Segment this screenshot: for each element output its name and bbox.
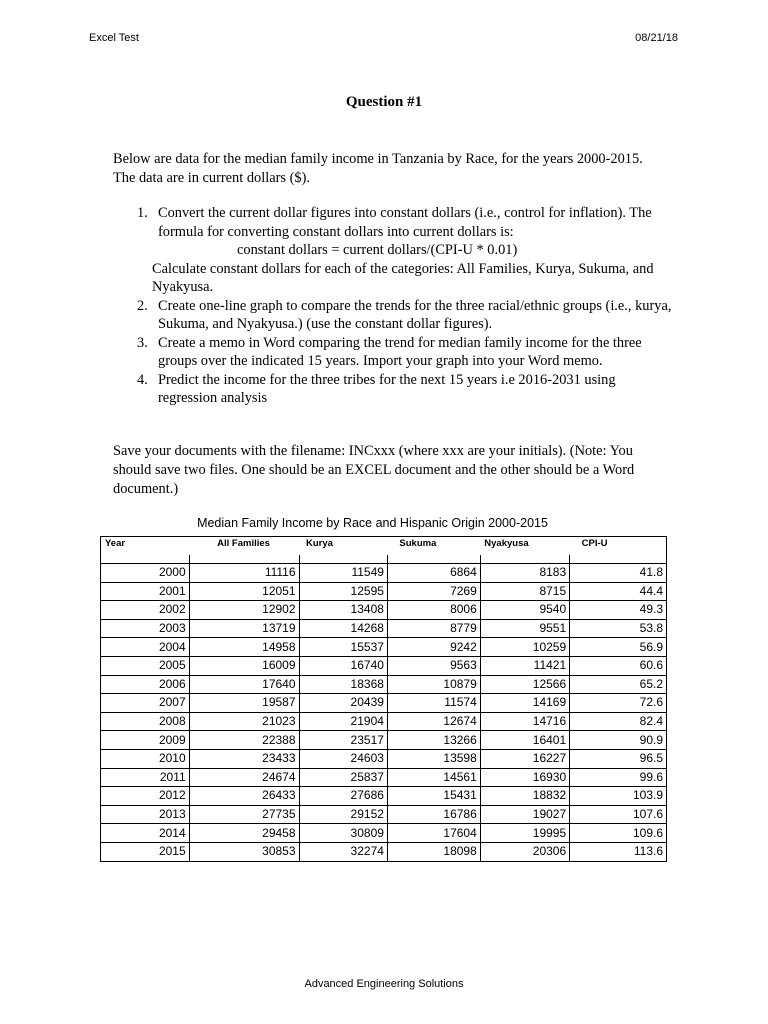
cell-all-families: 11116 xyxy=(189,564,299,583)
cell-cpi-u: 107.6 xyxy=(570,805,667,824)
cell-kurya: 24603 xyxy=(299,749,387,768)
cell-nyakyusa: 10259 xyxy=(480,638,569,657)
column-header-year: Year xyxy=(101,537,190,556)
instruction-item-4 xyxy=(113,371,673,408)
cell-cpi-u: 96.5 xyxy=(570,749,667,768)
cell-sukuma: 18098 xyxy=(387,842,480,861)
table-row xyxy=(101,824,667,843)
cell-kurya: 23517 xyxy=(299,731,387,750)
cell-sukuma: 11574 xyxy=(387,694,480,713)
cell-year: 2011 xyxy=(101,768,190,787)
header-left: Excel Test xyxy=(89,32,139,44)
cell-year: 2010 xyxy=(101,749,190,768)
cell-nyakyusa: 8183 xyxy=(480,564,569,583)
table-row xyxy=(101,619,667,638)
cell-cpi-u: 41.8 xyxy=(570,564,667,583)
cell-cpi-u: 103.9 xyxy=(570,787,667,806)
cell-cpi-u: 53.8 xyxy=(570,619,667,638)
column-header-all-families: All Families xyxy=(189,537,299,556)
cell-sukuma: 12674 xyxy=(387,712,480,731)
table-row xyxy=(101,787,667,806)
cell-all-families: 24674 xyxy=(189,768,299,787)
cell-kurya: 20439 xyxy=(299,694,387,713)
cell-year: 2006 xyxy=(101,675,190,694)
cell-kurya: 14268 xyxy=(299,619,387,638)
spacer-cell xyxy=(101,555,190,564)
header-date: 08/21/18 xyxy=(635,32,678,44)
table-row xyxy=(101,675,667,694)
cell-sukuma: 6864 xyxy=(387,564,480,583)
cell-all-families: 30853 xyxy=(189,842,299,861)
cell-year: 2004 xyxy=(101,638,190,657)
cell-all-families: 16009 xyxy=(189,656,299,675)
cell-cpi-u: 56.9 xyxy=(570,638,667,657)
cell-kurya: 13408 xyxy=(299,601,387,620)
cell-nyakyusa: 9540 xyxy=(480,601,569,620)
table-row xyxy=(101,582,667,601)
cell-all-families: 19587 xyxy=(189,694,299,713)
cell-cpi-u: 49.3 xyxy=(570,601,667,620)
income-table xyxy=(100,536,667,862)
cell-kurya: 27686 xyxy=(299,787,387,806)
cell-cpi-u: 65.2 xyxy=(570,675,667,694)
cell-year: 2007 xyxy=(101,694,190,713)
cell-all-families: 29458 xyxy=(189,824,299,843)
cell-cpi-u: 44.4 xyxy=(570,582,667,601)
cell-nyakyusa: 8715 xyxy=(480,582,569,601)
calc-instruction: Calculate constant dollars for each of the categories: All Families, Kurya, Sukuma, and Nyakyusa. xyxy=(152,260,654,295)
table-row xyxy=(101,601,667,620)
cell-kurya: 30809 xyxy=(299,824,387,843)
cell-cpi-u: 109.6 xyxy=(570,824,667,843)
table-caption: Median Family Income by Race and Hispanic Origin 2000-2015 xyxy=(197,516,548,530)
cell-nyakyusa: 18832 xyxy=(480,787,569,806)
column-header-sukuma: Sukuma xyxy=(387,537,480,556)
cell-cpi-u: 113.6 xyxy=(570,842,667,861)
page-title: Question #1 xyxy=(345,94,423,110)
instruction-item-3 xyxy=(113,334,673,371)
cell-sukuma: 7269 xyxy=(387,582,480,601)
cell-year: 2009 xyxy=(101,731,190,750)
cell-year: 2001 xyxy=(101,582,190,601)
cell-all-families: 23433 xyxy=(189,749,299,768)
cell-all-families: 14958 xyxy=(189,638,299,657)
cell-kurya: 15537 xyxy=(299,638,387,657)
instruction-text: Convert the current dollar figures into constant dollars (i.e., control for inflation). The formula for converting constant dollars into current dollars is: xyxy=(158,205,652,240)
cell-nyakyusa: 19027 xyxy=(480,805,569,824)
cell-kurya: 11549 xyxy=(299,564,387,583)
cell-kurya: 25837 xyxy=(299,768,387,787)
cell-kurya: 12595 xyxy=(299,582,387,601)
cell-year: 2000 xyxy=(101,564,190,583)
cell-all-families: 27735 xyxy=(189,805,299,824)
cell-nyakyusa: 14716 xyxy=(480,712,569,731)
table-row xyxy=(101,694,667,713)
column-header-nyakyusa: Nyakyusa xyxy=(480,537,569,556)
cell-cpi-u: 90.9 xyxy=(570,731,667,750)
cell-kurya: 18368 xyxy=(299,675,387,694)
page-footer: Advanced Engineering Solutions xyxy=(304,978,464,990)
cell-cpi-u: 99.6 xyxy=(570,768,667,787)
cell-all-families: 26433 xyxy=(189,787,299,806)
cell-year: 2014 xyxy=(101,824,190,843)
cell-cpi-u: 82.4 xyxy=(570,712,667,731)
instruction-list xyxy=(113,204,673,408)
cell-nyakyusa: 19995 xyxy=(480,824,569,843)
cell-sukuma: 10879 xyxy=(387,675,480,694)
cell-sukuma: 16786 xyxy=(387,805,480,824)
spacer-cell xyxy=(189,555,299,564)
cell-sukuma: 9563 xyxy=(387,656,480,675)
instruction-number: 3. xyxy=(137,334,148,351)
cell-nyakyusa: 16930 xyxy=(480,768,569,787)
save-note: Save your documents with the filename: INCxxx (where xxx are your initials). (Note: You should save two files. One should be an EXCEL document and the other should be a Word document.) xyxy=(113,443,635,497)
cell-all-families: 12051 xyxy=(189,582,299,601)
cell-year: 2012 xyxy=(101,787,190,806)
intro-paragraph: Below are data for the median family income in Tanzania by Race, for the years 2000-2015. The data are in current dollars ($). xyxy=(113,151,643,186)
cell-sukuma: 17604 xyxy=(387,824,480,843)
table-row xyxy=(101,749,667,768)
instruction-text: Create a memo in Word comparing the trend for median family income for the three groups over the indicated 15 years. Import your graph into your Word memo. xyxy=(158,334,642,369)
cell-year: 2013 xyxy=(101,805,190,824)
cell-all-families: 17640 xyxy=(189,675,299,694)
table-row xyxy=(101,656,667,675)
instruction-number: 1. xyxy=(137,205,148,221)
cell-all-families: 21023 xyxy=(189,712,299,731)
cell-sukuma: 13598 xyxy=(387,749,480,768)
table-header-row xyxy=(101,537,667,556)
cell-kurya: 29152 xyxy=(299,805,387,824)
table-row xyxy=(101,805,667,824)
cell-nyakyusa: 12566 xyxy=(480,675,569,694)
cell-year: 2003 xyxy=(101,619,190,638)
cell-cpi-u: 72.6 xyxy=(570,694,667,713)
column-header-kurya: Kurya xyxy=(299,537,387,556)
formula-line: constant dollars = current dollars/(CPI-U * 0.01) xyxy=(237,242,518,258)
cell-all-families: 12902 xyxy=(189,601,299,620)
cell-sukuma: 9242 xyxy=(387,638,480,657)
table-row xyxy=(101,842,667,861)
instruction-item-2 xyxy=(113,297,673,334)
table-row xyxy=(101,731,667,750)
cell-nyakyusa: 9551 xyxy=(480,619,569,638)
cell-kurya: 32274 xyxy=(299,842,387,861)
table-row xyxy=(101,638,667,657)
column-header-cpi-u: CPI-U xyxy=(570,537,667,556)
cell-year: 2008 xyxy=(101,712,190,731)
spacer-cell xyxy=(570,555,667,564)
cell-kurya: 21904 xyxy=(299,712,387,731)
instruction-item-1 xyxy=(113,204,673,241)
cell-sukuma: 8779 xyxy=(387,619,480,638)
cell-sukuma: 15431 xyxy=(387,787,480,806)
spacer-cell xyxy=(299,555,387,564)
table-row xyxy=(101,768,667,787)
cell-all-families: 22388 xyxy=(189,731,299,750)
spacer-cell xyxy=(480,555,569,564)
cell-year: 2005 xyxy=(101,656,190,675)
cell-sukuma: 13266 xyxy=(387,731,480,750)
table-spacer-row xyxy=(101,555,667,564)
cell-cpi-u: 60.6 xyxy=(570,656,667,675)
table-row xyxy=(101,564,667,583)
cell-nyakyusa: 14169 xyxy=(480,694,569,713)
spacer-cell xyxy=(387,555,480,564)
instruction-text: Create one-line graph to compare the trends for the three racial/ethnic groups (i.e., kurya, Sukuma, and Nyakyusa.) (use the constant dollar figures). xyxy=(158,297,672,332)
cell-all-families: 13719 xyxy=(189,619,299,638)
instruction-number: 2. xyxy=(137,297,148,314)
cell-sukuma: 14561 xyxy=(387,768,480,787)
cell-sukuma: 8006 xyxy=(387,601,480,620)
table-row xyxy=(101,712,667,731)
cell-nyakyusa: 20306 xyxy=(480,842,569,861)
cell-year: 2015 xyxy=(101,842,190,861)
instruction-text: Predict the income for the three tribes for the next 15 years i.e 2016-2031 using regression analysis xyxy=(158,371,616,406)
instruction-number: 4. xyxy=(137,371,148,388)
cell-year: 2002 xyxy=(101,601,190,620)
cell-nyakyusa: 11421 xyxy=(480,656,569,675)
cell-nyakyusa: 16401 xyxy=(480,731,569,750)
cell-nyakyusa: 16227 xyxy=(480,749,569,768)
cell-kurya: 16740 xyxy=(299,656,387,675)
